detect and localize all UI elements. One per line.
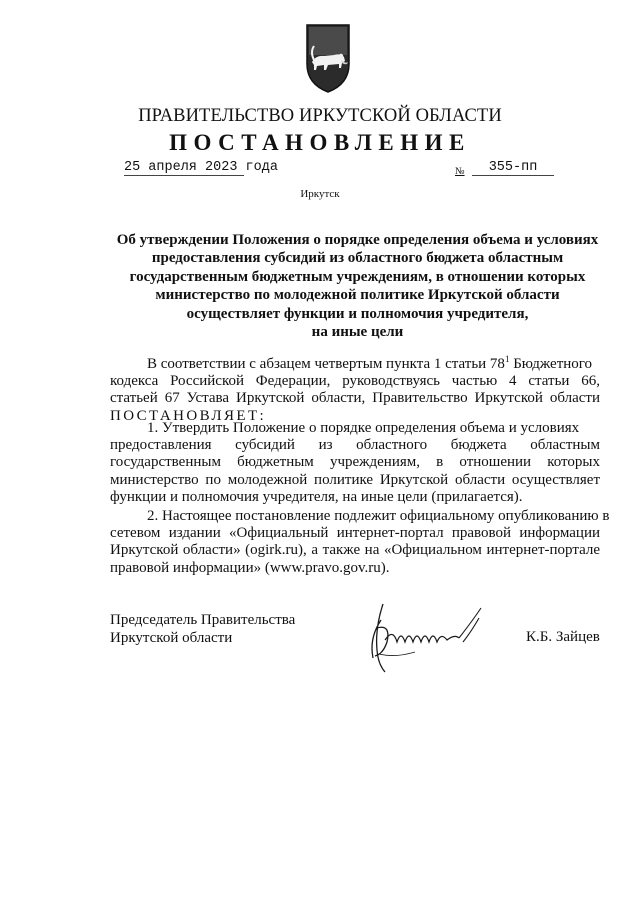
title-line: Об утверждении Положения о порядке определения объема и условиях — [116, 232, 599, 248]
preamble-line-text: В соответствии с абзацем четвертым пункта 1 статьи 78 — [147, 356, 505, 372]
preamble-line: кодекса Российской Федерации, руководствуясь частью 4 статьи 66, — [110, 373, 600, 390]
item-line: Иркутской области» (ogirk.ru), а также на «Официальном интернет-портале — [110, 542, 600, 559]
number-sign: № — [455, 166, 465, 177]
item-line: предоставления субсидий из областного бюджета областным — [110, 437, 600, 454]
title-line: предоставления субсидий из областного бюджета областным — [151, 250, 564, 267]
signer-name: К.Б. Зайцев — [526, 629, 600, 645]
item-1 — [110, 420, 600, 506]
item-2 — [110, 508, 610, 577]
title-line: осуществляет функции и полномочия учредителя, — [186, 305, 529, 322]
signer-position — [110, 611, 295, 647]
item-line: государственным бюджетным учреждениям, в отношении которых — [110, 454, 600, 471]
title-line: на иные цели — [311, 324, 404, 341]
item-line: сетевом издании «Официальный интернет-портал правовой информации — [110, 525, 600, 542]
decides-word: ПОСТАНОВЛЯЕТ: — [110, 407, 267, 424]
signer-position-line: Иркутской области — [110, 630, 233, 646]
preamble — [110, 351, 600, 425]
document-number: 355-пп — [472, 160, 554, 176]
document-type: ПОСТАНОВЛЕНИЕ — [169, 130, 471, 155]
preamble-line — [110, 351, 600, 373]
preamble-line: статьей 67 Устава Иркутской области, Правительство Иркутской области — [110, 390, 600, 407]
item-line: функции и полномочия учредителя, на иные цели (прилагается). — [110, 488, 523, 505]
title-line: министерство по молодежной политике Иркутской области — [155, 287, 560, 304]
superscript: 1 — [504, 354, 510, 364]
title-line: государственным бюджетным учреждениям, в отношении которых — [129, 268, 586, 285]
document-date: 25 апреля 2023 года — [124, 160, 278, 175]
item-line: правовой информации» (www.pravo.gov.ru). — [110, 559, 390, 576]
document-title — [100, 231, 615, 341]
city: Иркутск — [300, 188, 340, 200]
government-name: ПРАВИТЕЛЬСТВО ИРКУТСКОЙ ОБЛАСТИ — [138, 106, 502, 126]
item-line: 2. Настоящее постановление подлежит официальному опубликованию в — [147, 508, 610, 524]
item-line: министерство по молодежной политике Иркутской области осуществляет — [110, 471, 600, 488]
irkutsk-coat-of-arms-icon — [304, 22, 352, 94]
handwritten-signature-icon — [355, 598, 505, 678]
signer-position-line: Председатель Правительства — [110, 612, 296, 628]
item-line: 1. Утвердить Положение о порядке определения объема и условиях — [147, 420, 580, 436]
preamble-line-text: Бюджетного — [509, 356, 593, 372]
